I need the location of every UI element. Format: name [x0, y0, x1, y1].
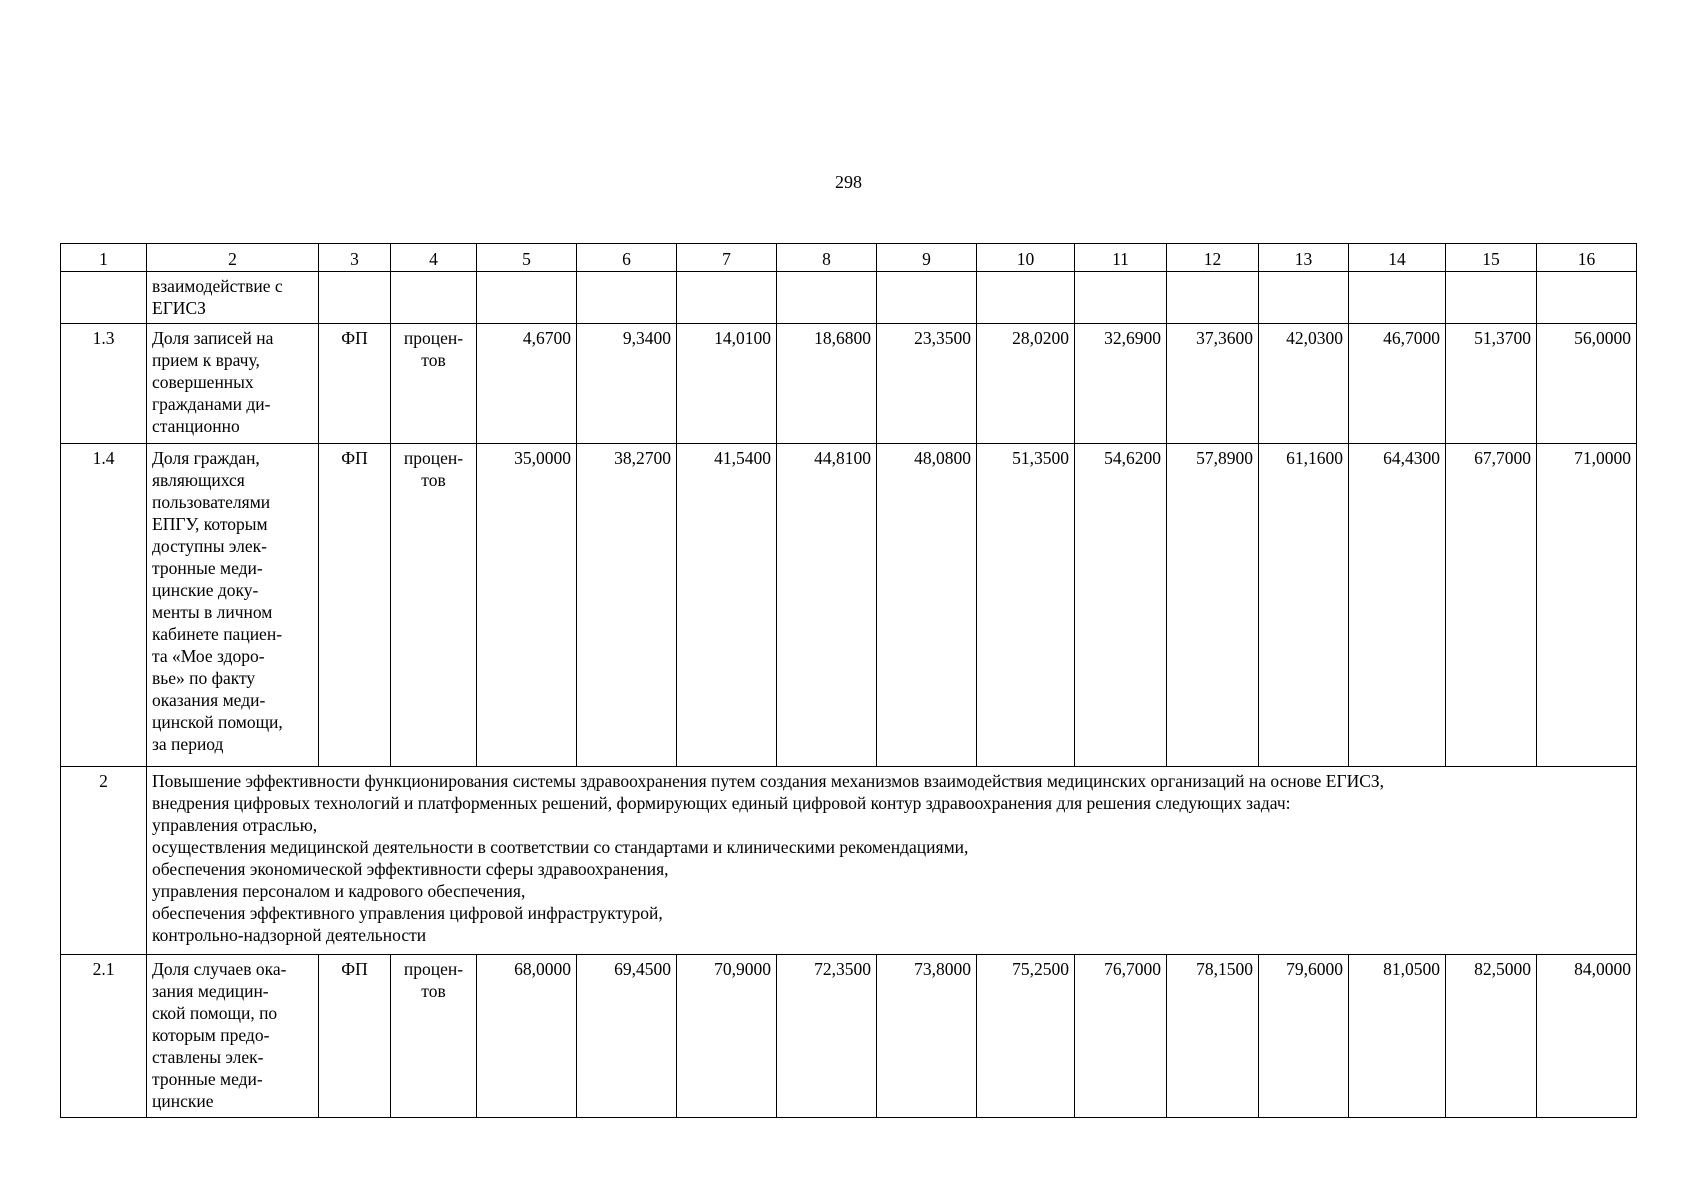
column-number: 8	[777, 244, 877, 272]
value-cell	[1349, 272, 1446, 324]
value-cell	[1259, 272, 1349, 324]
value-cell: 28,0200	[977, 324, 1075, 444]
indicator-unit	[391, 272, 477, 324]
column-number: 11	[1075, 244, 1167, 272]
row-number: 1.4	[61, 444, 147, 767]
column-number: 10	[977, 244, 1075, 272]
indicator-name: Доля граждан, являющихся пользователями ЕПГУ, которым доступны элек- тронные меди- цинские доку- менты в личном кабинете пациен- та «Мое здоро- вье» по факту оказания меди- цинской помощи, за период	[147, 444, 319, 767]
value-cell: 70,9000	[677, 955, 777, 1118]
section-line: обеспечения экономической эффективности сферы здравоохранения,	[152, 859, 669, 879]
column-number-row	[61, 244, 1637, 272]
indicator-source	[319, 272, 391, 324]
value-cell: 64,4300	[1349, 444, 1446, 767]
value-cell: 44,8100	[777, 444, 877, 767]
value-cell: 82,5000	[1446, 955, 1537, 1118]
section-line: осуществления медицинской деятельности в соответствии со стандартами и клиническими рекомендациями,	[152, 837, 969, 857]
indicator-source: ФП	[319, 955, 391, 1118]
column-number: 3	[319, 244, 391, 272]
section-line: контрольно-надзорной деятельности	[152, 925, 427, 945]
value-cell: 56,0000	[1537, 324, 1637, 444]
row-number: 1.3	[61, 324, 147, 444]
value-cell	[877, 272, 977, 324]
value-cell: 18,6800	[777, 324, 877, 444]
value-cell: 35,0000	[477, 444, 577, 767]
column-number: 4	[391, 244, 477, 272]
value-cell: 32,6900	[1075, 324, 1167, 444]
value-cell: 84,0000	[1537, 955, 1637, 1118]
value-cell: 51,3700	[1446, 324, 1537, 444]
column-number: 9	[877, 244, 977, 272]
column-number: 7	[677, 244, 777, 272]
section-line: внедрения цифровых технологий и платформенных решений, формирующих единый цифровой контур здравоохранения для решения следующих задач:	[152, 793, 1291, 813]
value-cell: 68,0000	[477, 955, 577, 1118]
table-row	[61, 955, 1637, 1118]
value-cell: 57,8900	[1167, 444, 1259, 767]
value-cell: 9,3400	[577, 324, 677, 444]
column-number: 12	[1167, 244, 1259, 272]
value-cell: 51,3500	[977, 444, 1075, 767]
column-number: 6	[577, 244, 677, 272]
section-row	[61, 767, 1637, 955]
value-cell	[777, 272, 877, 324]
column-number: 15	[1446, 244, 1537, 272]
value-cell: 37,3600	[1167, 324, 1259, 444]
value-cell	[477, 272, 577, 324]
value-cell: 69,4500	[577, 955, 677, 1118]
section-line: управления отраслью,	[152, 815, 318, 835]
page-number: 298	[835, 172, 862, 192]
value-cell: 81,0500	[1349, 955, 1446, 1118]
section-line: управления персоналом и кадрового обеспечения,	[152, 881, 526, 901]
table-row	[61, 324, 1637, 444]
table-row	[61, 444, 1637, 767]
value-cell: 23,3500	[877, 324, 977, 444]
section-line: обеспечения эффективного управления цифровой инфраструктурой,	[152, 903, 663, 923]
section-description	[147, 767, 1637, 955]
value-cell: 73,8000	[877, 955, 977, 1118]
value-cell	[577, 272, 677, 324]
value-cell	[977, 272, 1075, 324]
value-cell: 67,7000	[1446, 444, 1537, 767]
indicator-name: Доля записей на прием к врачу, совершенных гражданами ди- станционно	[147, 324, 319, 444]
table-row	[61, 272, 1637, 324]
indicator-name: взаимодействие с ЕГИСЗ	[147, 272, 319, 324]
row-number: 2.1	[61, 955, 147, 1118]
value-cell: 54,6200	[1075, 444, 1167, 767]
value-cell: 48,0800	[877, 444, 977, 767]
column-number: 2	[147, 244, 319, 272]
value-cell: 14,0100	[677, 324, 777, 444]
indicator-unit: процен- тов	[391, 324, 477, 444]
indicator-name: Доля случаев ока- зания медицин- ской помощи, по которым предо- ставлены элек- тронные меди- цинские	[147, 955, 319, 1118]
indicator-source: ФП	[319, 444, 391, 767]
column-number: 14	[1349, 244, 1446, 272]
value-cell	[1446, 272, 1537, 324]
value-cell: 4,6700	[477, 324, 577, 444]
value-cell: 41,5400	[677, 444, 777, 767]
value-cell: 75,2500	[977, 955, 1075, 1118]
indicators-table	[60, 243, 1637, 1118]
value-cell: 71,0000	[1537, 444, 1637, 767]
value-cell: 38,2700	[577, 444, 677, 767]
value-cell: 46,7000	[1349, 324, 1446, 444]
value-cell: 42,0300	[1259, 324, 1349, 444]
indicator-unit: процен- тов	[391, 444, 477, 767]
value-cell: 76,7000	[1075, 955, 1167, 1118]
value-cell	[677, 272, 777, 324]
value-cell: 78,1500	[1167, 955, 1259, 1118]
row-number	[61, 272, 147, 324]
value-cell: 72,3500	[777, 955, 877, 1118]
column-number: 5	[477, 244, 577, 272]
value-cell: 79,6000	[1259, 955, 1349, 1118]
value-cell	[1537, 272, 1637, 324]
column-number: 13	[1259, 244, 1349, 272]
value-cell: 61,1600	[1259, 444, 1349, 767]
value-cell	[1167, 272, 1259, 324]
section-line: Повышение эффективности функционирования системы здравоохранения путем создания механизмов взаимодействия медицинских организаций на основе ЕГИСЗ,	[152, 771, 1385, 791]
indicator-source: ФП	[319, 324, 391, 444]
indicator-unit: процен- тов	[391, 955, 477, 1118]
section-number: 2	[61, 767, 147, 955]
value-cell	[1075, 272, 1167, 324]
column-number: 16	[1537, 244, 1637, 272]
column-number: 1	[61, 244, 147, 272]
